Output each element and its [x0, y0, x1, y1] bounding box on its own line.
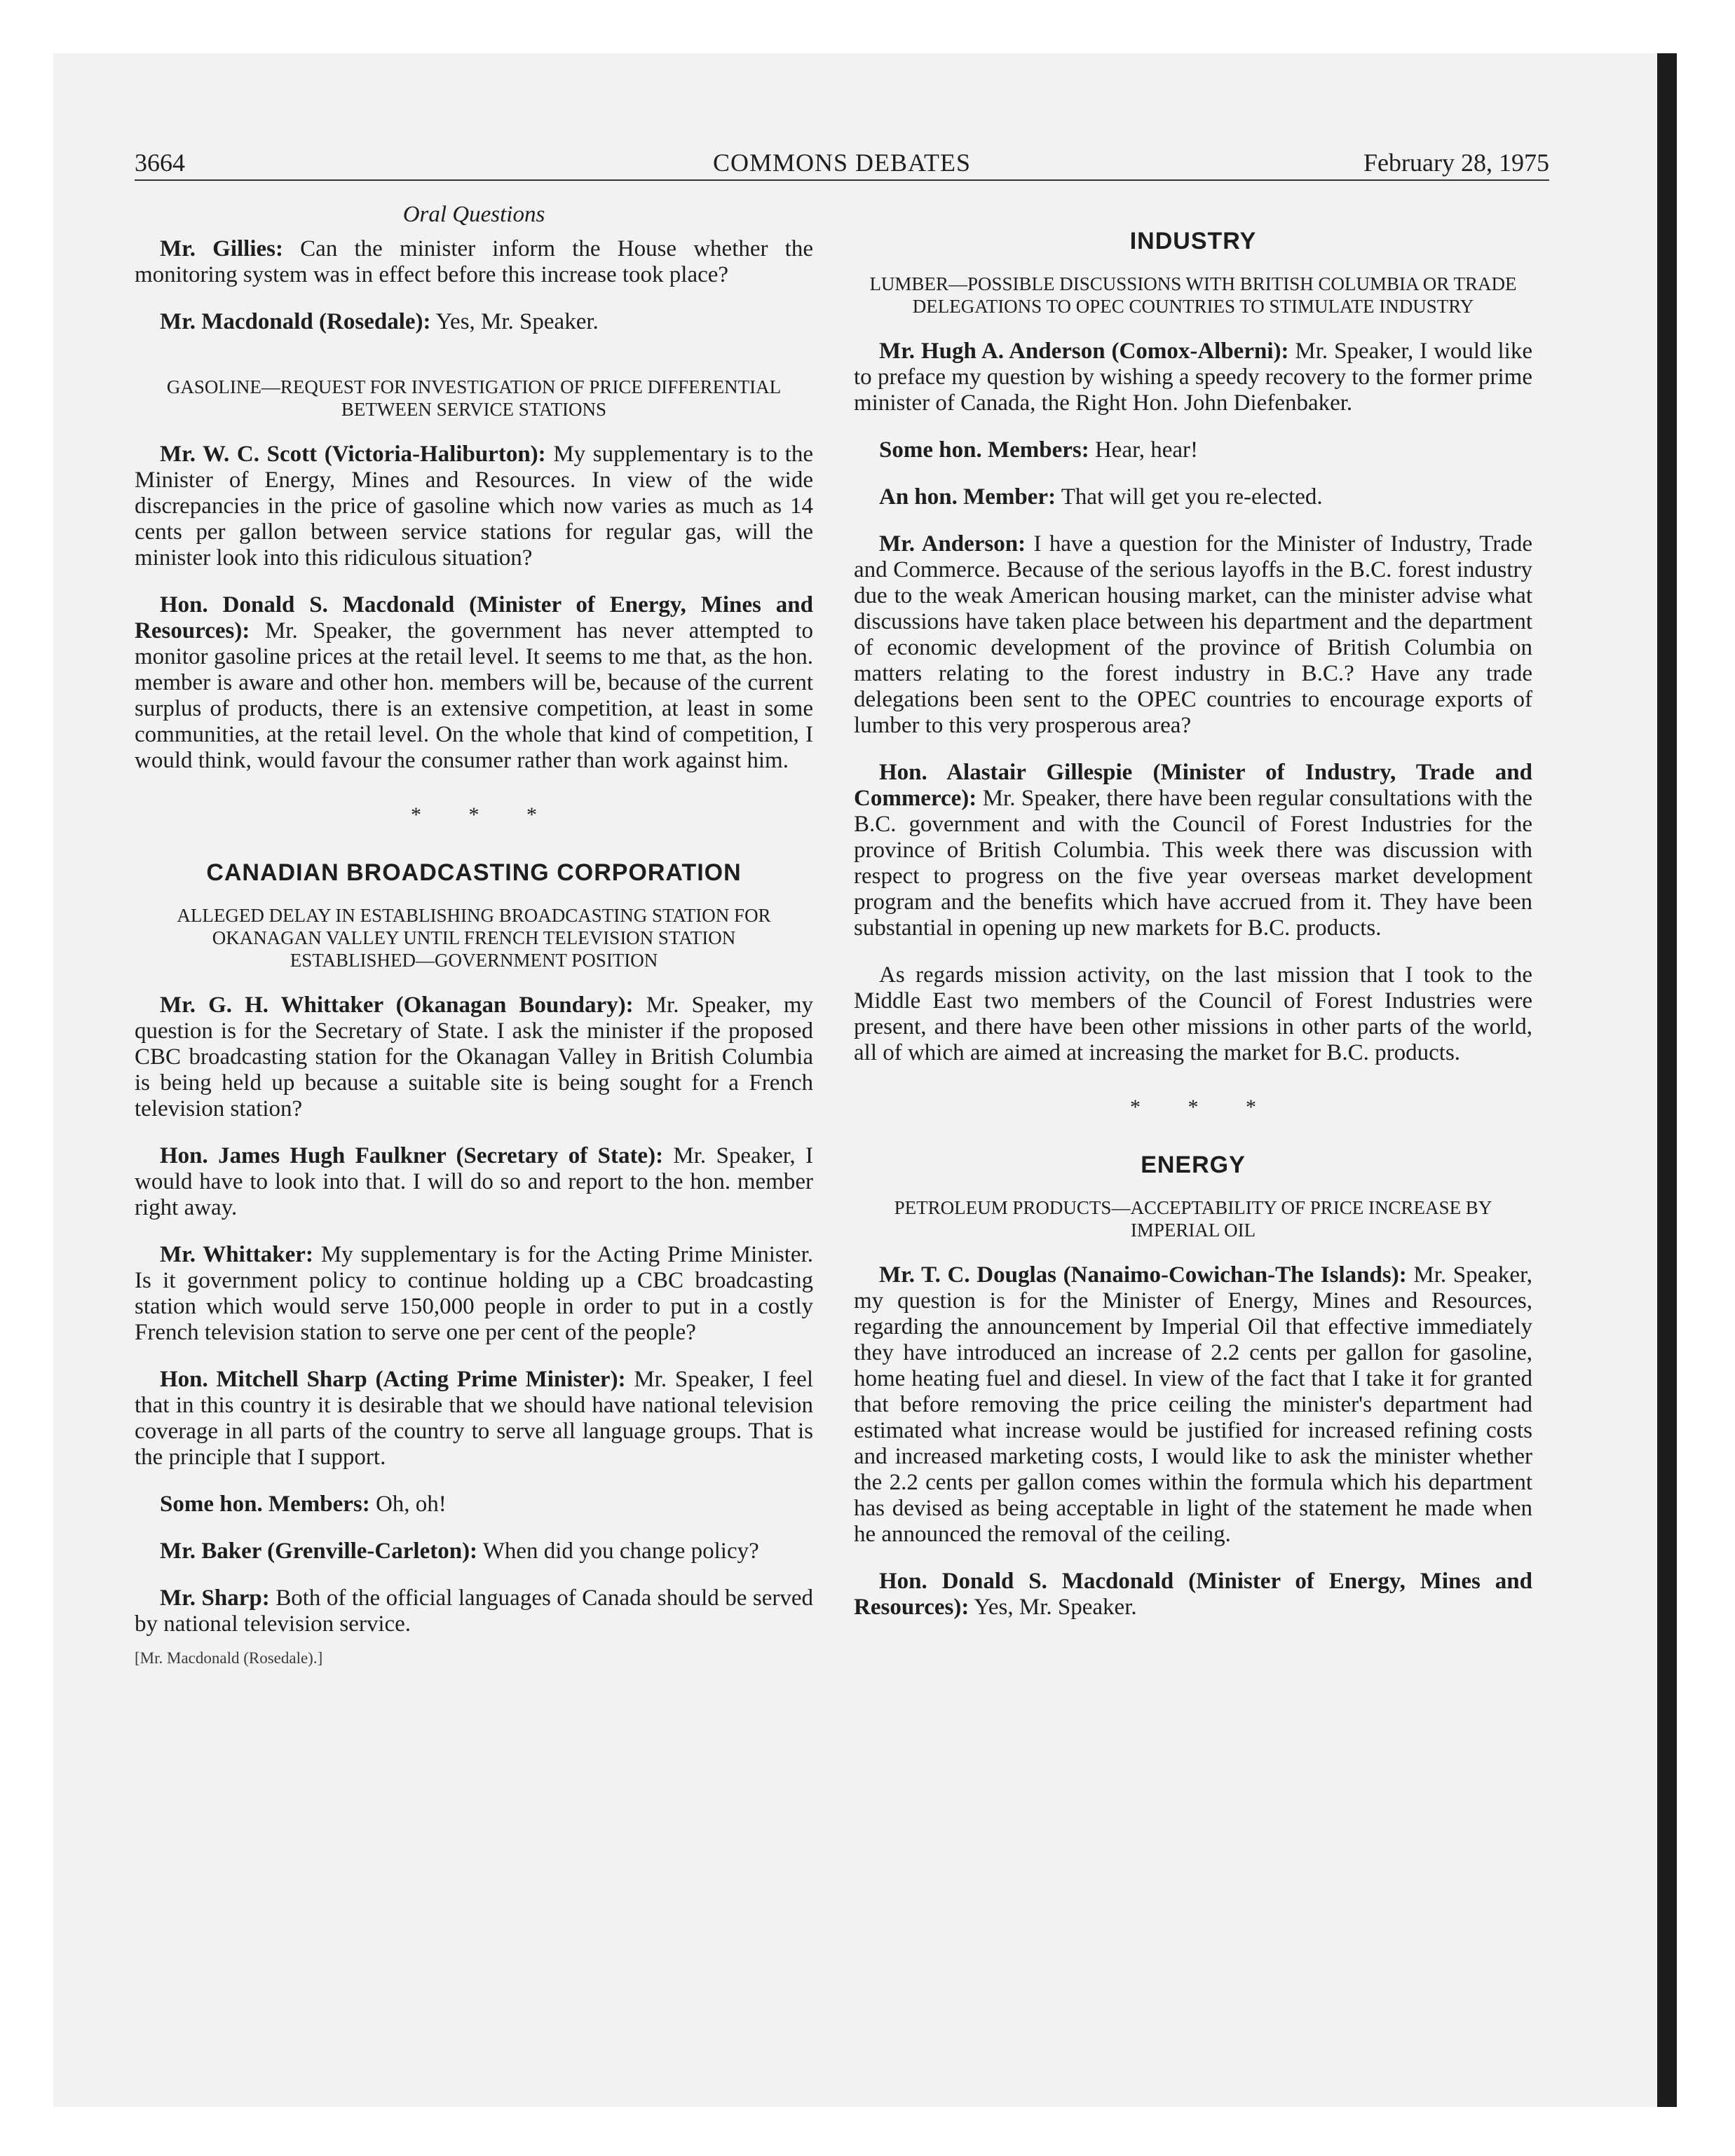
header-rule — [135, 179, 1549, 181]
left-column — [135, 193, 813, 1668]
speaker-name: Hon. James Hugh Faulkner (Secretary of State): — [160, 1143, 664, 1168]
speaker-name: Hon. Donald S. Macdonald (Minister of Energy, Mines and Resources): — [854, 1569, 1532, 1620]
page-header — [135, 146, 1549, 179]
speech-paragraph — [854, 339, 1532, 416]
speaker-name: Mr. T. C. Douglas (Nanaimo-Cowichan-The Islands): — [879, 1262, 1407, 1288]
section-heading: ENERGY — [1141, 1152, 1246, 1178]
speaker-name: Mr. W. C. Scott (Victoria-Haliburton): — [160, 442, 546, 467]
speech-text: I have a question for the Minister of Industry, Trade and Commerce. Because of the serious layoffs in the B.C. forest industry due to the weak American housing market, can the minister advise what discussions have taken place between his department and the department of economic development of the province of British Columbia on matters relating to the forest industry in B.C.? Have any trade delegations been sent to the OPEC countries to encourage exports of lumber to this very prosperous area? — [854, 531, 1532, 738]
speaker-name: Mr. Gillies: — [160, 236, 283, 261]
speech-paragraph — [135, 592, 813, 774]
speaker-footnote: [Mr. Macdonald (Rosedale).] — [135, 1649, 323, 1667]
speech-text: Yes, Mr. Speaker. — [974, 1595, 1137, 1620]
speech-text: Mr. Speaker, my question is for the Secretary of State. I ask the minister if the proposed CBC broadcasting station for the Okanagan Valley in British Columbia is being held up because a suitable site is being sought for a French television station? — [135, 992, 813, 1121]
section-heading: INDUSTRY — [1129, 228, 1257, 254]
section-separator: * * * — [1130, 1096, 1277, 1119]
topic-subheading: LUMBER—POSSIBLE DISCUSSIONS WITH BRITISH COLUMBIA OR TRADE DELEGATIONS TO OPEC COUNTRIES TO STIMULATE INDUSTRY — [869, 273, 1517, 317]
speech-text: When did you change policy? — [482, 1538, 759, 1564]
right-column — [854, 193, 1532, 1642]
speech-paragraph — [854, 484, 1532, 510]
section-heading: CANADIAN BROADCASTING CORPORATION — [206, 859, 742, 886]
publication-title: COMMONS DEBATES — [712, 149, 972, 177]
speech-paragraph — [854, 437, 1532, 463]
speaker-name: Mr. Whittaker: — [160, 1242, 313, 1267]
speaker-name: Mr. Sharp: — [160, 1585, 270, 1611]
speech-text: As regards mission activity, on the last mission that I took to the Middle East two members of the Council of Forest Industries were present, and there have been other missions in other parts of the world, all of which are aimed at increasing the market for B.C. products. — [854, 962, 1532, 1065]
speech-text: My supplementary is to the Minister of Energy, Mines and Resources. In view of the wide discrepancies in the price of gasoline which now varies as much as 14 cents per gallon between service stations for regular gas, will the minister look into this ridiculous situation? — [135, 442, 813, 571]
speaker-name: Mr. Anderson: — [879, 531, 1026, 557]
speech-paragraph — [135, 1242, 813, 1346]
page-date: February 28, 1975 — [1363, 149, 1549, 177]
speech-paragraph — [135, 309, 813, 335]
speech-text: Mr. Speaker, there have been regular consultations with the B.C. government and with the Council of Forest Industries for the province of British Columbia. This week there was discussion with respect to progress on the five year overseas market development program and the benefits which have accrued from it. They have been substantial in opening up new markets for B.C. products. — [854, 786, 1532, 941]
speech-paragraph — [135, 442, 813, 571]
speech-paragraph — [135, 1143, 813, 1221]
speaker-name: Hon. Alastair Gillespie (Minister of Industry, Trade and Commerce): — [854, 760, 1532, 811]
speaker-name: Mr. G. H. Whittaker (Okanagan Boundary): — [160, 992, 634, 1018]
section-separator: * * * — [411, 803, 558, 826]
scan-edge-shadow — [1657, 53, 1677, 2107]
speaker-name: Mr. Hugh A. Anderson (Comox-Alberni): — [879, 339, 1289, 364]
topic-subheading: ALLEGED DELAY IN ESTABLISHING BROADCASTING STATION FOR OKANAGAN VALLEY UNTIL FRENCH TELEVISION STATION ESTABLISHED—GOVERNMENT POSITION — [177, 905, 771, 971]
speech-text: Mr. Speaker, I would have to look into that. I will do so and report to the hon. member right away. — [135, 1143, 813, 1220]
running-head: Oral Questions — [402, 202, 545, 227]
speaker-name: Mr. Baker (Grenville-Carleton): — [160, 1538, 478, 1564]
speech-paragraph — [854, 1262, 1532, 1548]
speaker-name: Some hon. Members: — [879, 437, 1089, 463]
speech-text: Can the minister inform the House whether the monitoring system was in effect before this increase took place? — [135, 236, 813, 287]
speaker-name: Some hon. Members: — [160, 1492, 370, 1517]
topic-subheading: PETROLEUM PRODUCTS—ACCEPTABILITY OF PRICE INCREASE BY IMPERIAL OIL — [894, 1197, 1492, 1241]
speaker-name: Hon. Mitchell Sharp (Acting Prime Minister): — [160, 1367, 626, 1392]
speech-text: Oh, oh! — [375, 1492, 447, 1517]
speech-paragraph — [135, 236, 813, 288]
speech-paragraph — [135, 1492, 813, 1517]
speech-paragraph — [135, 1538, 813, 1564]
speech-paragraph — [135, 1367, 813, 1471]
speech-text: Mr. Speaker, the government has never attempted to monitor gasoline prices at the retail level. It seems to me that, as the hon. member is aware and other hon. members will be, because of the current surplus of products, there is an extensive competition, at least in some communities, at the retail level. On the whole that kind of competition, I would think, would favour the consumer rather than work against him. — [135, 618, 814, 773]
speech-text: Mr. Speaker, I would like to preface my question by wishing a speedy recovery to the former prime minister of Canada, the Right Hon. John Diefenbaker. — [854, 339, 1532, 416]
speech-paragraph — [135, 992, 813, 1122]
speech-text: That will get you re-elected. — [1061, 484, 1323, 510]
speech-text: Yes, Mr. Speaker. — [435, 309, 599, 334]
speech-text: Mr. Speaker, my question is for the Minister of Energy, Mines and Resources, regarding the announcement by Imperial Oil that effective immediately they have introduced an increase of 2.2 cents per gallon for gasoline, home heating fuel and diesel. In view of the fact that I take it for granted that before removing the price ceiling the minister's department had estimated what increase would be justified for increased refining costs and increased marketing costs, I would like to ask the minister whether the 2.2 cents per gallon comes within the formula which his department has devised as being acceptable in light of the statement he made when he announced the removal of the ceiling. — [854, 1262, 1532, 1547]
speech-paragraph — [854, 962, 1532, 1066]
speaker-name: Mr. Macdonald (Rosedale): — [160, 309, 431, 334]
topic-subheading: GASOLINE—REQUEST FOR INVESTIGATION OF PRICE DIFFERENTIAL BETWEEN SERVICE STATIONS — [166, 376, 782, 420]
speech-text: Mr. Speaker, I feel that in this country it is desirable that we should have national television coverage in all parts of the country to serve all language groups. That is the principle that I support. — [135, 1367, 814, 1470]
speech-text: My supplementary is for the Acting Prime Minister. Is it government policy to continue holding up a CBC broadcasting station which would serve 150,000 people in order to put in a costly French television station to serve one per cent of the people? — [135, 1242, 813, 1345]
speaker-name: An hon. Member: — [879, 484, 1056, 510]
speech-paragraph — [854, 1569, 1532, 1621]
speech-paragraph — [854, 760, 1532, 941]
speaker-name: Hon. Donald S. Macdonald (Minister of Energy, Mines and Resources): — [135, 592, 813, 643]
speech-text: Hear, hear! — [1094, 437, 1199, 463]
speech-paragraph — [854, 531, 1532, 739]
speech-text: Both of the official languages of Canada should be served by national television service. — [135, 1585, 814, 1637]
page-number: 3664 — [135, 149, 185, 177]
speech-paragraph — [135, 1585, 813, 1637]
